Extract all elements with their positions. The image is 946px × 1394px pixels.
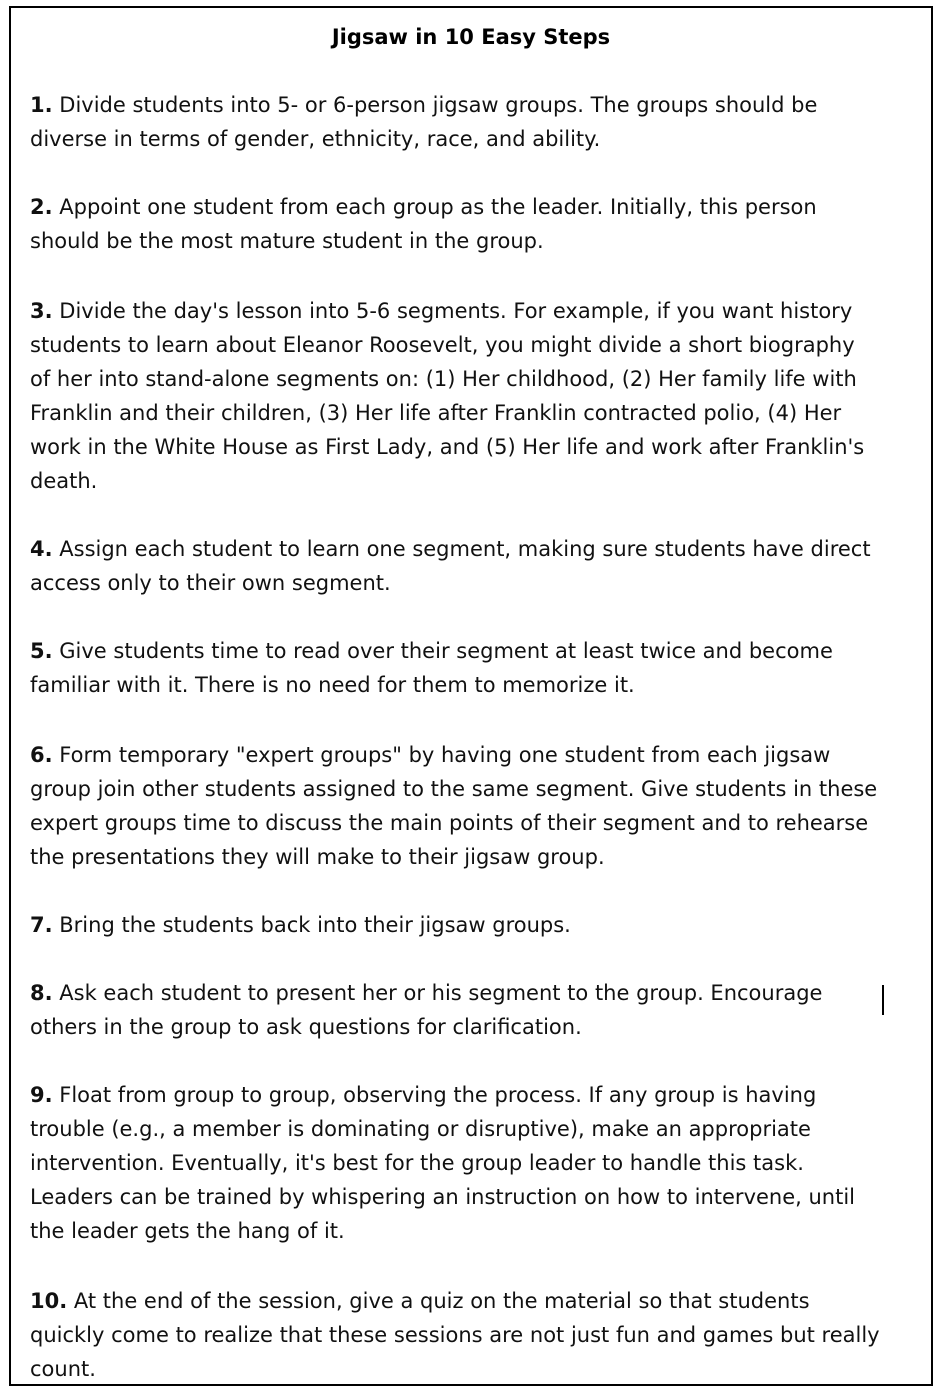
step-6 [30, 738, 930, 874]
step-4-line-2: access only to their own segment. [30, 571, 391, 595]
step-4-number: 4. [30, 537, 53, 561]
step-7 [30, 908, 930, 942]
step-3-line-5: work in the White House as First Lady, and (5) Her life and work after Franklin's [30, 435, 865, 459]
step-1-line-2: diverse in terms of gender, ethnicity, race, and ability. [30, 127, 601, 151]
step-2 [30, 190, 930, 258]
step-9-text-1: Float from group to group, observing the process. If any group is having [52, 1083, 817, 1107]
step-10-line-1 [30, 1284, 930, 1318]
step-1 [30, 88, 930, 156]
step-3-line-1 [30, 294, 930, 328]
step-1-number: 1. [30, 93, 53, 117]
step-2-number: 2. [30, 195, 53, 219]
step-8 [30, 976, 930, 1044]
step-10-line-3: count. [30, 1357, 96, 1381]
step-6-line-3: expert groups time to discuss the main points of their segment and to rehearse [30, 811, 869, 835]
step-6-line-1 [30, 738, 930, 772]
step-5-number: 5. [30, 639, 53, 663]
step-2-line-1 [30, 190, 930, 224]
step-4-line-1 [30, 532, 930, 566]
document-title: Jigsaw in 10 Easy Steps [331, 25, 611, 49]
step-10-number: 10. [30, 1289, 68, 1313]
step-10-text-1: At the end of the session, give a quiz on the material so that students [67, 1289, 810, 1313]
step-6-line-2: group join other students assigned to the same segment. Give students in these [30, 777, 878, 801]
step-5-text-1: Give students time to read over their segment at least twice and become [52, 639, 833, 663]
step-7-line-1 [30, 908, 930, 942]
step-5-line-1 [30, 634, 930, 668]
step-4 [30, 532, 930, 600]
step-9 [30, 1078, 930, 1248]
step-2-line-2: should be the most mature student in the group. [30, 229, 544, 253]
step-6-text-1: Form temporary "expert groups" by having one student from each jigsaw [52, 743, 831, 767]
text-cursor [882, 985, 884, 1015]
step-7-number: 7. [30, 913, 53, 937]
step-9-number: 9. [30, 1083, 53, 1107]
step-1-line-1 [30, 88, 930, 122]
step-9-line-1 [30, 1078, 930, 1112]
step-5 [30, 634, 930, 702]
step-8-line-2: others in the group to ask questions for clarification. [30, 1015, 582, 1039]
step-7-text-1: Bring the students back into their jigsaw groups. [52, 913, 571, 937]
step-9-line-4: Leaders can be trained by whispering an instruction on how to intervene, until [30, 1185, 856, 1209]
step-2-text-1: Appoint one student from each group as the leader. Initially, this person [52, 195, 817, 219]
step-3-line-2: students to learn about Eleanor Roosevelt, you might divide a short biography [30, 333, 855, 357]
step-3-line-6: death. [30, 469, 98, 493]
step-8-line-1 [30, 976, 930, 1010]
step-10-line-2: quickly come to realize that these sessions are not just fun and games but really [30, 1323, 880, 1347]
step-3-line-4: Franklin and their children, (3) Her life after Franklin contracted polio, (4) Her [30, 401, 842, 425]
step-3-number: 3. [30, 299, 53, 323]
step-6-number: 6. [30, 743, 53, 767]
step-9-line-3: intervention. Eventually, it's best for the group leader to handle this task. [30, 1151, 804, 1175]
step-8-number: 8. [30, 981, 53, 1005]
step-3-text-1: Divide the day's lesson into 5-6 segments. For example, if you want history [52, 299, 853, 323]
step-3-line-3: of her into stand-alone segments on: (1) Her childhood, (2) Her family life with [30, 367, 857, 391]
step-5-line-2: familiar with it. There is no need for them to memorize it. [30, 673, 635, 697]
step-10 [30, 1284, 930, 1386]
step-4-text-1: Assign each student to learn one segment, making sure students have direct [52, 537, 871, 561]
step-3 [30, 294, 930, 498]
step-9-line-2: trouble (e.g., a member is dominating or disruptive), make an appropriate [30, 1117, 811, 1141]
document-frame [9, 6, 933, 1386]
step-6-line-4: the presentations they will make to their jigsaw group. [30, 845, 605, 869]
step-1-text-1: Divide students into 5- or 6-person jigsaw groups. The groups should be [52, 93, 818, 117]
step-9-line-5: the leader gets the hang of it. [30, 1219, 345, 1243]
step-8-text-1: Ask each student to present her or his segment to the group. Encourage [52, 981, 823, 1005]
